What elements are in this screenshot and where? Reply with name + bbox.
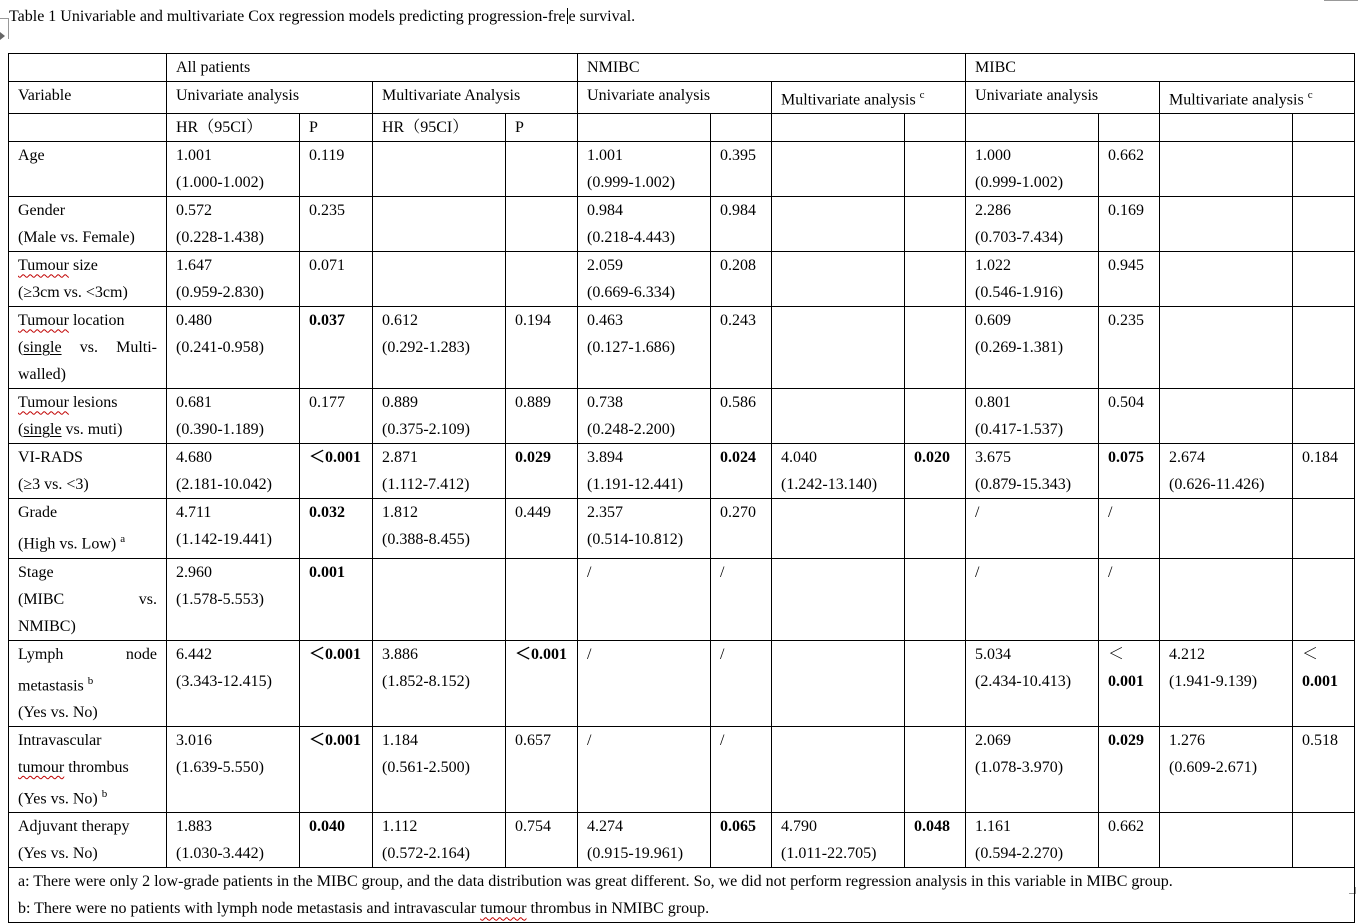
hr-cell: 0.738 (0.248-2.200)	[578, 389, 711, 444]
table-row	[9, 389, 1355, 444]
cox-regression-table	[8, 53, 1355, 923]
hr-cell: 2.960 (1.578-5.553)	[167, 558, 300, 640]
hr-cell	[1160, 558, 1293, 640]
page-corner-mark	[1324, 0, 1358, 1]
header-hr: HR（95CI）	[167, 114, 300, 142]
variable-cell: VI-RADS (≥3 vs. <3)	[9, 444, 167, 499]
p-cell: 0.024	[711, 444, 772, 499]
hr-cell: 2.871 (1.112-7.412)	[373, 444, 506, 499]
hr-cell: 2.069 (1.078-3.970)	[966, 726, 1099, 812]
p-cell	[506, 252, 578, 307]
hr-cell: 1.276 (0.609-2.671)	[1160, 726, 1293, 812]
variable-cell: Intravascular tumour thrombus (Yes vs. No) $^b$	[9, 726, 167, 812]
p-cell	[506, 197, 578, 252]
hr-cell	[772, 142, 905, 197]
variable-cell: Adjuvant therapy (Yes vs. No)	[9, 813, 167, 868]
p-cell	[1293, 389, 1355, 444]
p-cell: 0.194	[506, 307, 578, 389]
header-univariate: Univariate analysis	[167, 82, 373, 114]
hr-cell	[1160, 197, 1293, 252]
variable-cell: Stage (MIBC vs. NMIBC)	[9, 558, 167, 640]
p-cell: ＜ 0.001	[1099, 640, 1160, 726]
header-all-patients: All patients	[167, 54, 578, 82]
hr-cell: 4.274 (0.915-19.961)	[578, 813, 711, 868]
hr-cell	[1160, 307, 1293, 389]
hr-cell	[1160, 252, 1293, 307]
p-cell: 0.504	[1099, 389, 1160, 444]
hr-cell: 4.790 (1.011-22.705)	[772, 813, 905, 868]
hr-cell: 0.463 (0.127-1.686)	[578, 307, 711, 389]
hr-cell: /	[578, 558, 711, 640]
hr-cell: 1.001 (0.999-1.002)	[578, 142, 711, 197]
hr-cell: 0.612 (0.292-1.283)	[373, 307, 506, 389]
p-cell: 0.048	[905, 813, 966, 868]
p-cell: 0.586	[711, 389, 772, 444]
footnote-a: a: There were only 2 low-grade patients in the MIBC group, and the data distribution was great different. So, we did not perform regression analysis in this variable in MIBC group.	[18, 873, 1173, 891]
hr-cell: 1.112 (0.572-2.164)	[373, 813, 506, 868]
hr-cell: 2.674 (0.626-11.426)	[1160, 444, 1293, 499]
caption-text: Table 1 Univariable and multivariate Cox regression models predicting progression-fre	[9, 8, 566, 25]
header-univariate: Univariate analysis	[578, 82, 772, 114]
hr-cell	[373, 558, 506, 640]
p-cell	[1293, 197, 1355, 252]
p-cell: 0.040	[300, 813, 373, 868]
p-cell: 0.754	[506, 813, 578, 868]
header-cell	[1293, 114, 1355, 142]
table-row	[9, 197, 1355, 252]
table-caption[interactable]	[9, 7, 635, 27]
p-cell: ＜0.001	[300, 726, 373, 812]
hr-cell: 1.647 (0.959-2.830)	[167, 252, 300, 307]
p-cell	[905, 197, 966, 252]
hr-cell: 0.681 (0.390-1.189)	[167, 389, 300, 444]
hr-cell: 0.889 (0.375-2.109)	[373, 389, 506, 444]
hr-cell	[373, 142, 506, 197]
hr-cell	[373, 252, 506, 307]
p-cell: 0.075	[1099, 444, 1160, 499]
table-row	[9, 307, 1355, 389]
table-row	[9, 499, 1355, 558]
hr-cell: 1.000 (0.999-1.002)	[966, 142, 1099, 197]
p-cell	[506, 142, 578, 197]
header-p: P	[506, 114, 578, 142]
header-cell	[772, 114, 905, 142]
hr-cell: /	[578, 640, 711, 726]
p-cell: 0.184	[1293, 444, 1355, 499]
p-cell: 0.020	[905, 444, 966, 499]
p-cell: 0.235	[1099, 307, 1160, 389]
p-cell	[905, 252, 966, 307]
text-cursor	[567, 8, 568, 24]
hr-cell: 2.286 (0.703-7.434)	[966, 197, 1099, 252]
hr-cell	[1160, 499, 1293, 558]
hr-cell: 5.034 (2.434-10.413)	[966, 640, 1099, 726]
hr-cell: 1.161 (0.594-2.270)	[966, 813, 1099, 868]
p-cell: 0.243	[711, 307, 772, 389]
p-cell: /	[1099, 499, 1160, 558]
variable-cell: Age	[9, 142, 167, 197]
header-cell	[905, 114, 966, 142]
p-cell	[905, 499, 966, 558]
p-cell: 0.518	[1293, 726, 1355, 812]
footnote-cell	[9, 868, 1355, 923]
hr-cell: /	[578, 726, 711, 812]
p-cell	[1293, 813, 1355, 868]
p-cell: /	[711, 726, 772, 812]
p-cell	[905, 389, 966, 444]
p-cell	[905, 142, 966, 197]
variable-cell: Tumour size (≥3cm vs. <3cm)	[9, 252, 167, 307]
p-cell	[1293, 252, 1355, 307]
hr-cell: /	[966, 558, 1099, 640]
header-row-columns	[9, 114, 1355, 142]
p-cell: 0.065	[711, 813, 772, 868]
p-cell: 0.662	[1099, 813, 1160, 868]
header-multivariate: Multivariate analysis $^c$	[772, 82, 966, 114]
p-cell: 0.270	[711, 499, 772, 558]
hr-cell: 3.894 (1.191-12.441)	[578, 444, 711, 499]
hr-cell: 0.984 (0.218-4.443)	[578, 197, 711, 252]
table-row	[9, 640, 1355, 726]
hr-cell	[772, 252, 905, 307]
p-cell: 0.208	[711, 252, 772, 307]
variable-cell: Tumour location (single vs. Multi- walled)	[9, 307, 167, 389]
hr-cell: 1.022 (0.546-1.916)	[966, 252, 1099, 307]
hr-cell: 0.572 (0.228-1.438)	[167, 197, 300, 252]
p-cell: /	[711, 640, 772, 726]
paragraph-marker-icon	[0, 32, 5, 40]
hr-cell: 0.609 (0.269-1.381)	[966, 307, 1099, 389]
hr-cell	[772, 558, 905, 640]
header-cell	[966, 114, 1099, 142]
hr-cell	[772, 640, 905, 726]
hr-cell: 0.480 (0.241-0.958)	[167, 307, 300, 389]
hr-cell: 4.212 (1.941-9.139)	[1160, 640, 1293, 726]
p-cell: 0.235	[300, 197, 373, 252]
p-cell: ＜0.001	[506, 640, 578, 726]
variable-cell: Gender (Male vs. Female)	[9, 197, 167, 252]
p-cell	[905, 640, 966, 726]
hr-cell: 1.812 (0.388-8.455)	[373, 499, 506, 558]
p-cell	[905, 558, 966, 640]
header-hr: HR（95CI）	[373, 114, 506, 142]
p-cell	[1293, 499, 1355, 558]
table-row	[9, 558, 1355, 640]
p-cell: 0.662	[1099, 142, 1160, 197]
p-cell: 0.001	[300, 558, 373, 640]
header-nmibc: NMIBC	[578, 54, 966, 82]
header-cell	[9, 54, 167, 82]
p-cell	[1293, 558, 1355, 640]
p-cell: ＜0.001	[300, 444, 373, 499]
hr-cell	[772, 726, 905, 812]
hr-cell: 1.883 (1.030-3.442)	[167, 813, 300, 868]
p-cell: ＜0.001	[300, 640, 373, 726]
caption-text: e survival.	[568, 8, 636, 25]
hr-cell	[1160, 813, 1293, 868]
p-cell: 0.657	[506, 726, 578, 812]
hr-cell	[772, 307, 905, 389]
p-cell: 0.071	[300, 252, 373, 307]
p-cell: 0.119	[300, 142, 373, 197]
header-cell	[9, 114, 167, 142]
hr-cell: 0.801 (0.417-1.537)	[966, 389, 1099, 444]
header-mibc: MIBC	[966, 54, 1355, 82]
hr-cell	[772, 389, 905, 444]
header-cell	[1160, 114, 1293, 142]
header-cell	[578, 114, 711, 142]
p-cell	[1293, 307, 1355, 389]
hr-cell	[772, 197, 905, 252]
variable-cell: Grade (High vs. Low) $^a$	[9, 499, 167, 558]
header-variable: Variable	[9, 82, 167, 114]
header-multivariate: Multivariate analysis $^c$	[1160, 82, 1355, 114]
p-cell: /	[711, 558, 772, 640]
header-univariate: Univariate analysis	[966, 82, 1160, 114]
table-row	[9, 813, 1355, 868]
p-cell: 0.032	[300, 499, 373, 558]
table-row	[9, 444, 1355, 499]
p-cell: ＜ 0.001	[1293, 640, 1355, 726]
hr-cell: 3.675 (0.879-15.343)	[966, 444, 1099, 499]
p-cell: 0.029	[1099, 726, 1160, 812]
p-cell: 0.449	[506, 499, 578, 558]
footnote-b: b: There were no patients with lymph node metastasis and intravascular tumour thrombus in NMIBC group.	[18, 900, 710, 918]
variable-cell: Tumour lesions (single vs. muti)	[9, 389, 167, 444]
hr-cell: 1.001 (1.000-1.002)	[167, 142, 300, 197]
hr-cell: 4.680 (2.181-10.042)	[167, 444, 300, 499]
hr-cell	[1160, 142, 1293, 197]
header-p: P	[300, 114, 373, 142]
variable-cell: Lymph node metastasis $^b$ (Yes vs. No)	[9, 640, 167, 726]
footnote-row	[9, 868, 1355, 923]
hr-cell: /	[966, 499, 1099, 558]
p-cell: 0.984	[711, 197, 772, 252]
table-row	[9, 726, 1355, 812]
p-cell: 0.029	[506, 444, 578, 499]
hr-cell: 2.059 (0.669-6.334)	[578, 252, 711, 307]
p-cell: 0.169	[1099, 197, 1160, 252]
table-row	[9, 142, 1355, 197]
hr-cell: 3.016 (1.639-5.550)	[167, 726, 300, 812]
p-cell	[905, 307, 966, 389]
hr-cell: 2.357 (0.514-10.812)	[578, 499, 711, 558]
header-cell	[711, 114, 772, 142]
hr-cell	[772, 499, 905, 558]
p-cell	[905, 726, 966, 812]
table-row	[9, 252, 1355, 307]
p-cell: 0.177	[300, 389, 373, 444]
hr-cell: 6.442 (3.343-12.415)	[167, 640, 300, 726]
p-cell: 0.889	[506, 389, 578, 444]
p-cell: 0.945	[1099, 252, 1160, 307]
header-multivariate: Multivariate Analysis	[373, 82, 578, 114]
header-row-analysis	[9, 82, 1355, 114]
header-cell	[1099, 114, 1160, 142]
hr-cell	[373, 197, 506, 252]
p-cell	[506, 558, 578, 640]
hr-cell	[1160, 389, 1293, 444]
p-cell: /	[1099, 558, 1160, 640]
hr-cell: 4.711 (1.142-19.441)	[167, 499, 300, 558]
hr-cell: 1.184 (0.561-2.500)	[373, 726, 506, 812]
p-cell: 0.037	[300, 307, 373, 389]
p-cell: 0.395	[711, 142, 772, 197]
hr-cell: 3.886 (1.852-8.152)	[373, 640, 506, 726]
header-row-groups	[9, 54, 1355, 82]
p-cell	[1293, 142, 1355, 197]
hr-cell: 4.040 (1.242-13.140)	[772, 444, 905, 499]
